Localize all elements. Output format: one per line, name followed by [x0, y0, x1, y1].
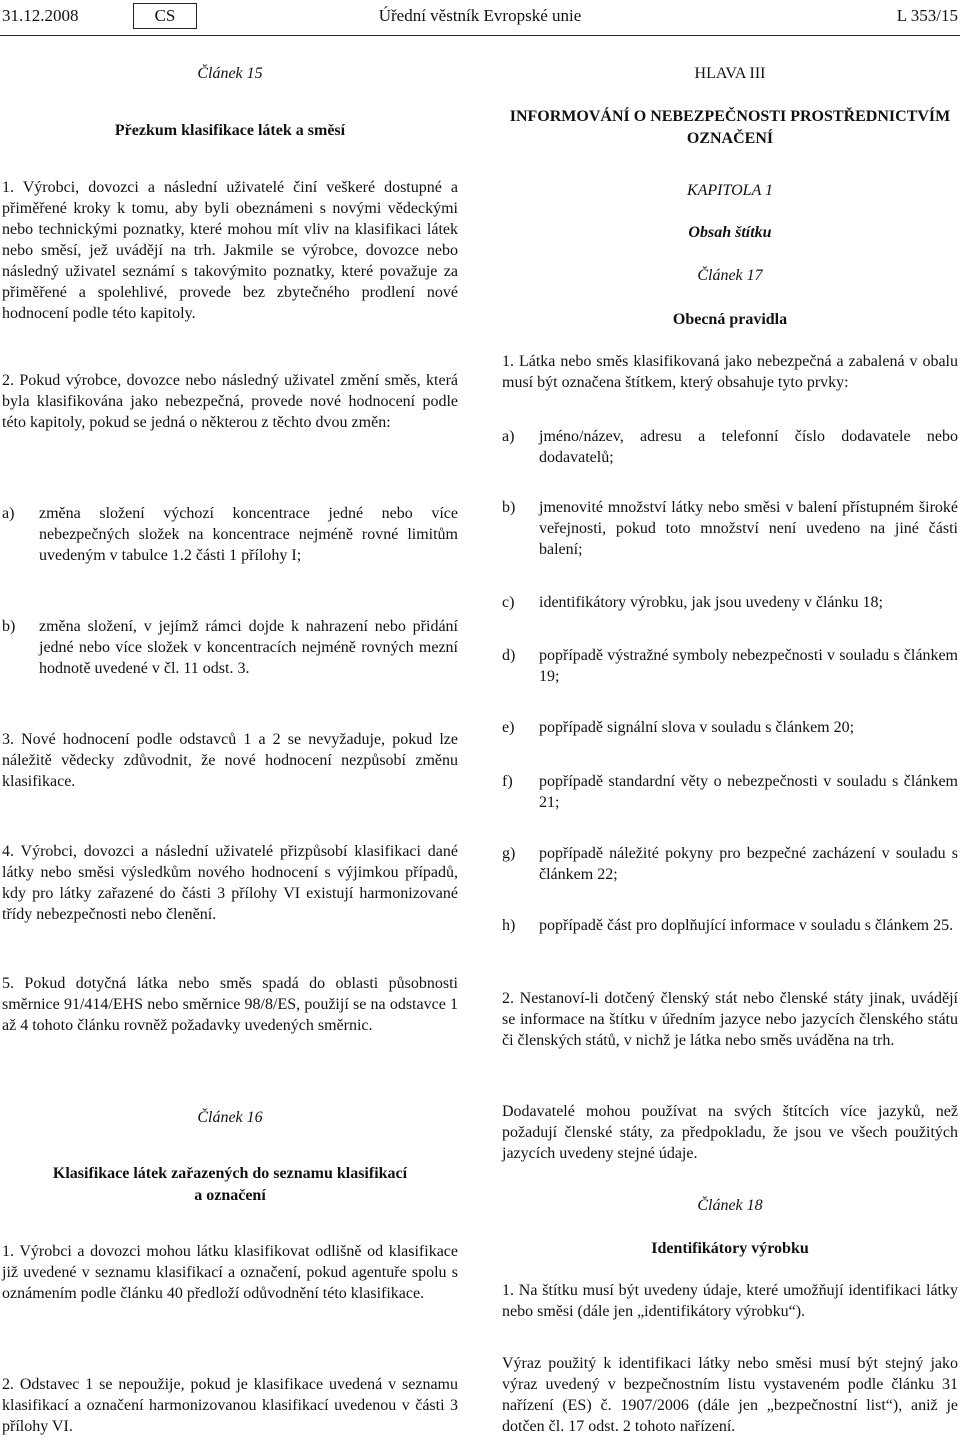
- list-item-e: [502, 717, 958, 738]
- list-item-text: identifikátory výrobku, jak jsou uvedeny v článku 18;: [539, 594, 883, 611]
- list-marker: f): [502, 773, 513, 790]
- list-item-a: [2, 503, 458, 566]
- article-17-paragraph-2-continued: Dodavatelé mohou používat na svých štítcích více jazyků, než požadují členské státy, za předpokladu, že jsou ve všech použitých jazycích uvedeny stejné údaje.: [502, 1103, 958, 1162]
- article-17-number: Článek 17: [697, 267, 763, 284]
- article-16-number: Článek 16: [197, 1109, 263, 1126]
- list-item-text: popřípadě výstražné symboly nebezpečnosti v souladu s článkem 19;: [539, 647, 958, 685]
- list-item-d: [502, 645, 958, 687]
- article-18-title: Identifikátory výrobku: [651, 1240, 809, 1257]
- page-number: L 353/15: [896, 6, 958, 25]
- list-marker: d): [502, 647, 516, 664]
- list-item-b: [502, 497, 958, 560]
- list-item-g: [502, 843, 958, 885]
- article-17-paragraph-1: 1. Látka nebo směs klasifikovaná jako nebezpečná a zabalená v obalu musí být označena štítkem, který obsahuje tyto prvky:: [502, 353, 958, 391]
- header-rule: [0, 35, 960, 36]
- list-item-text: jmenovité množství látky nebo směsi v balení přístupném široké veřejnosti, pokud toto množství není uvedeno na jiné části balení;: [539, 499, 958, 558]
- article-15-paragraph-4: 4. Výrobci, dovozci a následní uživatelé přizpůsobí klasifikaci dané látky nebo směsi výsledkům nového hodnocení s výjimkou případů, kdy pro látky zařazené do části 3 přílohy VI existují harmonizované třídy nebezpečnosti nebo členění.: [2, 843, 458, 923]
- list-item-a: [502, 426, 958, 468]
- list-marker: h): [502, 917, 516, 934]
- list-item-text: změna složení, v jejímž rámci dojde k nahrazení nebo přidání jedné nebo více složek v koncentracích nejméně rovných mezní hodnotě uvedené v čl. 11 odst. 3.: [39, 618, 458, 677]
- list-marker: b): [2, 618, 16, 635]
- article-18-paragraph-2: Výraz použitý k identifikaci látky nebo směsi musí být stejný jako výraz uvedený v bezpečnostním listu vystaveném podle článku 31 nařízení (ES) č. 1907/2006 (dále jen „bezpečnostní list“), aniž je dotčen čl. 17 odst. 2 tohoto nařízení.: [502, 1355, 958, 1435]
- article-15-number: Článek 15: [197, 65, 263, 82]
- list-item-text: jméno/název, adresu a telefonní číslo dodavatele nebo dodavatelů;: [539, 428, 958, 466]
- title-heading-line-1: INFORMOVÁNÍ O NEBEZPEČNOSTI PROSTŘEDNICTVÍM: [509, 108, 951, 125]
- article-15-title: Přezkum klasifikace látek a směsí: [114, 122, 346, 139]
- chapter-number: KAPITOLA 1: [686, 182, 774, 199]
- title-heading-number: HLAVA III: [694, 65, 766, 82]
- article-16-paragraph-2: 2. Odstavec 1 se nepoužije, pokud je klasifikace uvedená v seznamu klasifikací a označení harmonizovanou klasifikací uvedenou v části 3 přílohy VI.: [2, 1376, 458, 1435]
- list-marker: e): [502, 719, 515, 736]
- list-marker: g): [502, 845, 516, 862]
- list-marker: c): [502, 594, 515, 611]
- list-item-text: popřípadě signální slova v souladu s článkem 20;: [539, 719, 855, 736]
- journal-header: [0, 0, 960, 34]
- chapter-title: Obsah štítku: [688, 224, 772, 241]
- list-item-text: popřípadě náležité pokyny pro bezpečné zacházení v souladu s článkem 22;: [539, 845, 958, 883]
- article-15-paragraph-3: 3. Nové hodnocení podle odstavců 1 a 2 se nevyžaduje, pokud lze náležitě vědecky zdůvodnit, že nové hodnocení nezpůsobí změnu klasifikace.: [2, 731, 458, 790]
- article-15-paragraph-2: 2. Pokud výrobce, dovozce nebo následný uživatel změní směs, která byla klasifikována jako nebezpečná, provede nové hodnocení podle této kapitoly, pokud se jedná o některou z těchto dvou změn:: [2, 372, 458, 431]
- list-item-text: popřípadě standardní věty o nebezpečnosti v souladu s článkem 21;: [539, 773, 958, 811]
- article-16-title-line-2: a označení: [194, 1187, 266, 1204]
- article-15-paragraph-1: 1. Výrobci, dovozci a následní uživatelé činí veškeré dostupné a přiměřené kroky k tomu, aby byli obeznámeni s novými vědeckými nebo technickými poznatky, které mohou mít vliv na klasifikaci látek nebo směsí, jež uvádějí na trh. Jakmile se výrobce, dovozce nebo následný uživatel seznámí s takovýmito poznatky, které považuje za přiměřené a spolehlivé, provede bez zbytečného prodlení nové hodnocení podle této kapitoly.: [2, 179, 458, 322]
- list-item-h: [502, 915, 958, 936]
- list-item-c: [502, 592, 958, 613]
- article-17-paragraph-2: 2. Nestanoví-li dotčený členský stát nebo členské státy jinak, uvádějí se informace na štítku v úředním jazyce nebo jazycích členského státu či členských států, v nichž je látka nebo směs uváděna na trh.: [502, 990, 958, 1049]
- list-item-text: popřípadě část pro doplňující informace v souladu s článkem 25.: [539, 917, 954, 934]
- publication-date: 31.12.2008: [2, 6, 79, 25]
- list-item-text: změna složení výchozí koncentrace jedné nebo více nebezpečných složek na koncentrace nejméně rovné limitům uvedeným v tabulce 1.2 části 1 přílohy I;: [39, 505, 458, 564]
- article-15-paragraph-5: 5. Pokud dotyčná látka nebo směs spadá do oblasti působnosti směrnice 91/414/EHS nebo směrnice 98/8/ES, použijí se na odstavce 1 až 4 tohoto článku rovněž požadavky uvedených směrnic.: [2, 975, 458, 1034]
- article-17-title: Obecná pravidla: [672, 311, 788, 328]
- article-18-paragraph-1: 1. Na štítku musí být uvedeny údaje, které umožňují identifikaci látky nebo směsi (dále jen „identifikátory výrobku“).: [502, 1282, 958, 1320]
- article-16-title-line-1: Klasifikace látek zařazených do seznamu klasifikací: [52, 1165, 408, 1182]
- list-item-b: [2, 616, 458, 679]
- list-marker: a): [502, 428, 515, 445]
- title-heading-line-2: OZNAČENÍ: [686, 130, 774, 147]
- list-marker: a): [2, 505, 15, 522]
- list-marker: b): [502, 499, 516, 516]
- article-18-number: Článek 18: [697, 1197, 763, 1214]
- article-16-paragraph-1: 1. Výrobci a dovozci mohou látku klasifikovat odlišně od klasifikace již uvedené v seznamu klasifikací a označení, pokud agentuře spolu s oznámením podle článku 40 předloží odůvodnění této klasifikace.: [2, 1243, 458, 1302]
- language-code-box: CS: [133, 3, 197, 29]
- journal-title: Úřední věstník Evropské unie: [378, 6, 582, 25]
- list-item-f: [502, 771, 958, 813]
